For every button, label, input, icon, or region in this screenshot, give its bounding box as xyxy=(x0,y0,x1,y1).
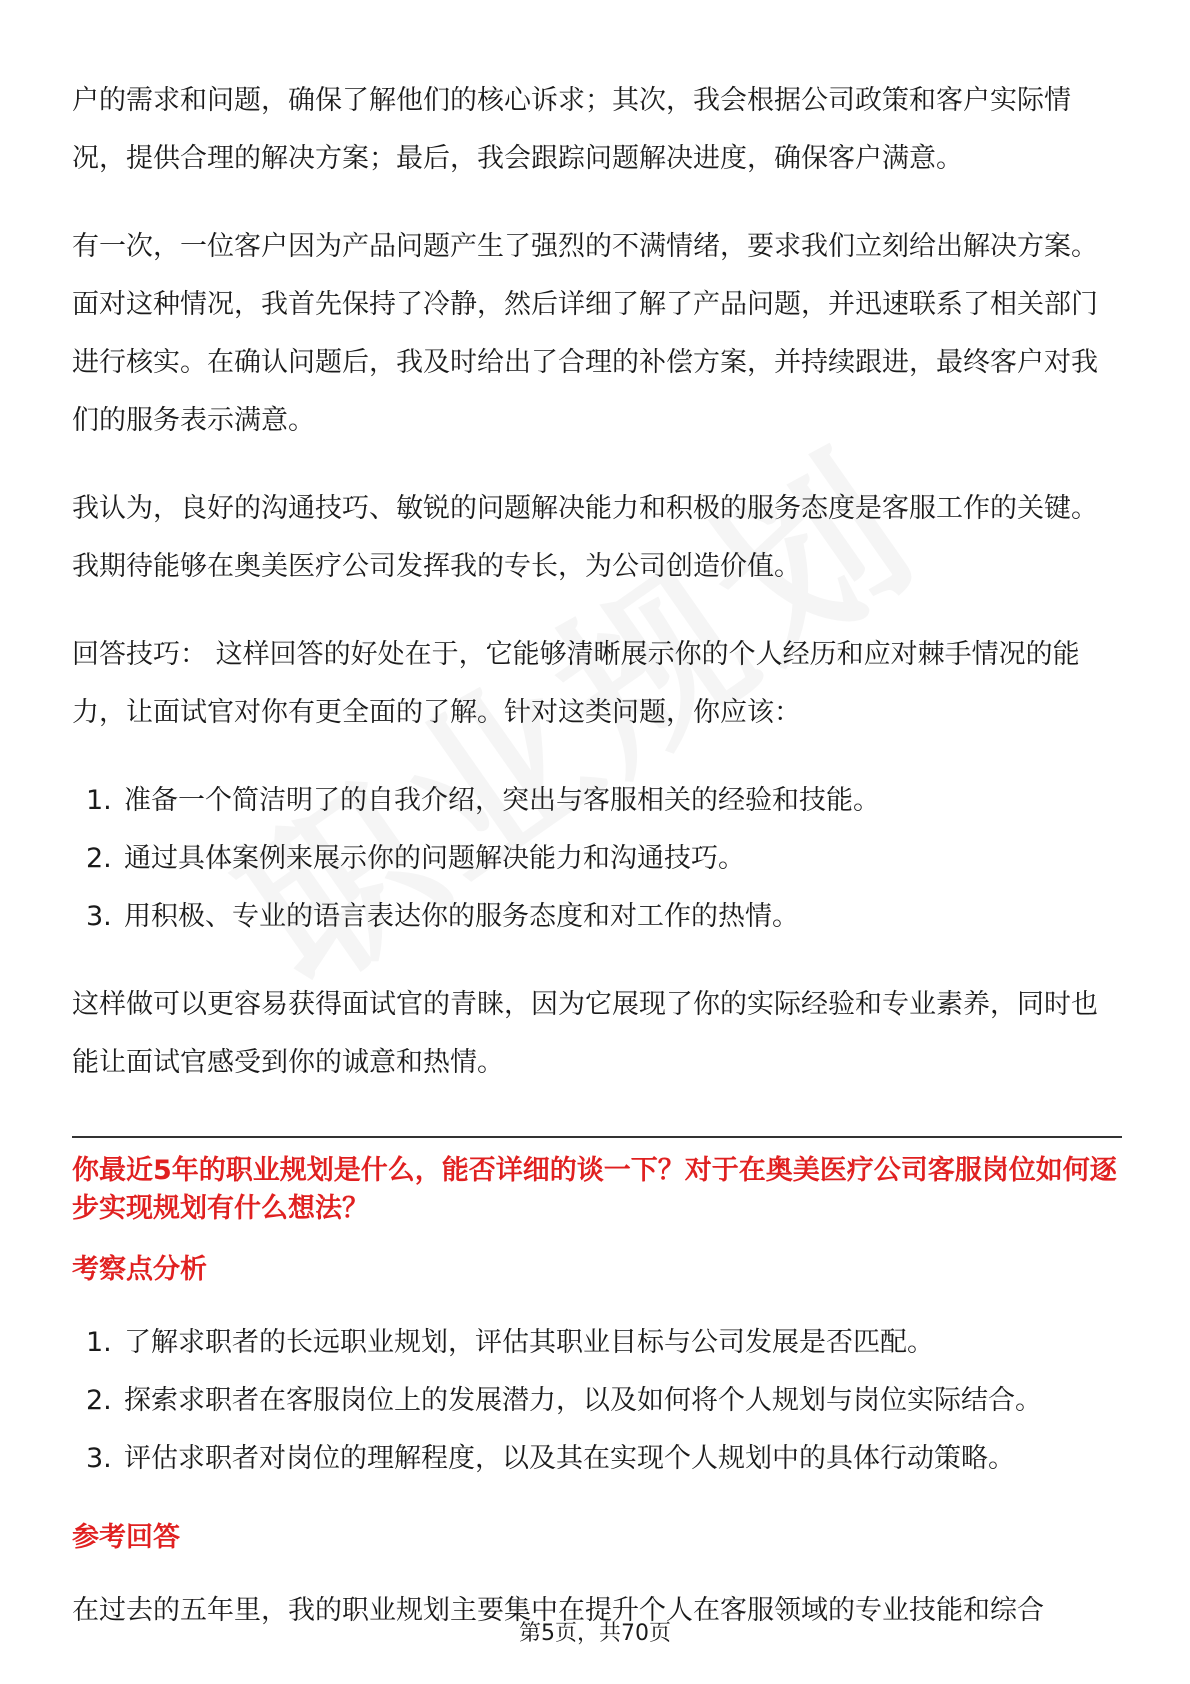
page-number-footer: 第5页，共70页 xyxy=(519,1621,671,1646)
paragraph: 我认为，良好的沟通技巧、敏锐的问题解决能力和积极的服务态度是客服工作的关键。我期待能够在奥美医疗公司发挥我的专长，为公司创造价值。 xyxy=(72,493,1098,582)
list-text: 探索求职者在客服岗位上的发展潜力，以及如何将个人规划与岗位实际结合。 xyxy=(124,1385,1042,1416)
section-divider xyxy=(72,1136,1122,1138)
reference-answer-text: 在过去的五年里，我的职业规划主要集中在提升个人在客服领域的专业技能和综合 xyxy=(72,1595,1044,1626)
list-item xyxy=(72,1372,1122,1430)
list-number: 2. xyxy=(86,843,112,874)
closing-paragraph: 这样做可以更容易获得面试官的青睐，因为它展现了你的实际经验和专业素养，同时也能让面试官感受到你的诚意和热情。 xyxy=(72,989,1098,1078)
list-text: 准备一个简洁明了的自我介绍，突出与客服相关的经验和技能。 xyxy=(124,785,880,816)
list-number: 1. xyxy=(86,785,112,816)
list-number: 3. xyxy=(86,901,112,932)
document-body xyxy=(72,72,1122,1670)
reference-heading: 参考回答 xyxy=(72,1522,180,1553)
list-item xyxy=(72,772,1122,830)
list-item xyxy=(72,830,1122,888)
list-number: 3. xyxy=(86,1443,112,1474)
list-number: 1. xyxy=(86,1327,112,1358)
analysis-heading: 考察点分析 xyxy=(72,1254,207,1285)
list-text: 了解求职者的长远职业规划，评估其职业目标与公司发展是否匹配。 xyxy=(124,1327,934,1358)
answer-tip-paragraph: 回答技巧： 这样回答的好处在于，它能够清晰展示你的个人经历和应对棘手情况的能力，让面试官对你有更全面的了解。针对这类问题，你应该： xyxy=(72,639,1080,728)
list-number: 2. xyxy=(86,1385,112,1416)
list-text: 通过具体案例来展示你的问题解决能力和沟通技巧。 xyxy=(124,843,745,874)
interview-question: 你最近5年的职业规划是什么，能否详细的谈一下？对于在奥美医疗公司客服岗位如何逐步实现规划有什么想法？ xyxy=(72,1155,1117,1224)
paragraph: 有一次，一位客户因为产品问题产生了强烈的不满情绪，要求我们立刻给出解决方案。面对这种情况，我首先保持了冷静，然后详细了解了产品问题，并迅速联系了相关部门进行核实。在确认问题后，我及时给出了合理的补偿方案，并持续跟进，最终客户对我们的服务表示满意。 xyxy=(72,231,1098,436)
tips-list xyxy=(72,772,1122,946)
list-item xyxy=(72,888,1122,946)
paragraph: 户的需求和问题，确保了解他们的核心诉求；其次，我会根据公司政策和客户实际情况，提供合理的解决方案；最后，我会跟踪问题解决进度，确保客户满意。 xyxy=(72,85,1071,174)
list-item xyxy=(72,1430,1122,1488)
list-text: 用积极、专业的语言表达你的服务态度和对工作的热情。 xyxy=(124,901,799,932)
list-item xyxy=(72,1314,1122,1372)
list-text: 评估求职者对岗位的理解程度，以及其在实现个人规划中的具体行动策略。 xyxy=(124,1443,1015,1474)
analysis-list xyxy=(72,1314,1122,1488)
